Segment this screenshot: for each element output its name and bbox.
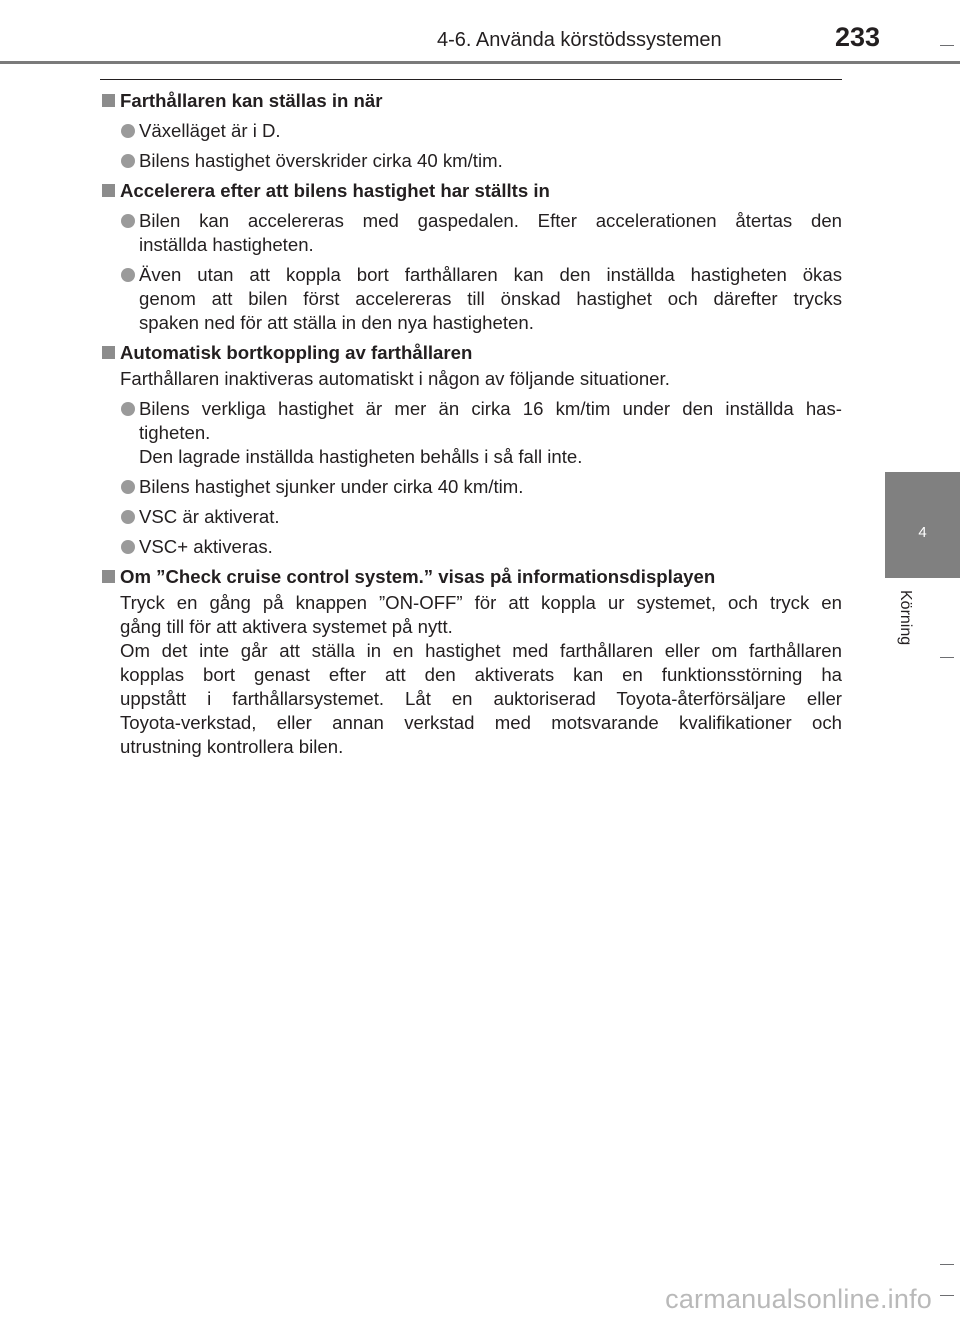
list-item: [100, 119, 842, 143]
list-item-text: Växelläget är i D.: [139, 120, 281, 141]
list-item: [100, 505, 842, 529]
round-bullet-icon: [121, 214, 135, 228]
list-item: [100, 535, 842, 559]
page-number: 233: [834, 22, 880, 52]
section-accelerate-after-set: [100, 179, 842, 335]
body-line: Tryck en gång på knappen ”ON-OFF” för att koppla ur systemet, och tryck en: [120, 592, 842, 613]
body-line: Toyota-verkstad, eller annan verkstad med motsvarande kvalifikationer och: [120, 712, 842, 733]
section-check-cruise-control-message: [100, 565, 842, 759]
header-rule: [0, 61, 960, 64]
square-bullet-icon: [102, 184, 115, 197]
round-bullet-icon: [121, 124, 135, 138]
list-item-text: genom att bilen först accelereras till önskad hastighet och därefter trycks: [139, 288, 842, 309]
list-item-text: Bilens hastighet överskrider cirka 40 km/tim.: [139, 150, 503, 171]
round-bullet-icon: [121, 480, 135, 494]
section-when-cruise-can-be-set: [100, 89, 842, 173]
chapter-label: Körning: [897, 590, 914, 646]
list-item-text: Den lagrade inställda hastigheten behålls i så fall inte.: [139, 446, 583, 467]
list-item-text: spaken ned för att ställa in den nya hastigheten.: [139, 312, 534, 333]
watermark: carmanualsonline.info: [665, 1284, 932, 1314]
body-line: kopplas bort genast efter att den aktiverats kan en funktionsstörning ha: [120, 664, 842, 685]
section-automatic-disengagement: [100, 341, 842, 559]
chapter-tab: [885, 472, 960, 578]
content-top-rule: [100, 79, 842, 80]
square-bullet-icon: [102, 94, 115, 107]
list-item-text: Bilen kan accelereras med gaspedalen. Efter accelerationen återtas den: [139, 210, 842, 231]
list-item-text: VSC är aktiverat.: [139, 506, 280, 527]
chapter-number: 4: [918, 524, 927, 541]
section-heading: [100, 179, 842, 203]
round-bullet-icon: [121, 268, 135, 282]
list-item: [100, 397, 842, 469]
heading-text: Farthållaren kan ställas in när: [120, 90, 383, 111]
list-item: [100, 149, 842, 173]
list-item-text: tigheten.: [139, 422, 211, 443]
round-bullet-icon: [121, 154, 135, 168]
crop-mark-lower-right-2: [940, 1295, 954, 1296]
section-intro: Farthållaren inaktiveras automatiskt i någon av följande situationer.: [120, 368, 670, 389]
body-line: utrustning kontrollera bilen.: [120, 736, 344, 757]
list-item-text: Även utan att koppla bort farthållaren kan den inställda hastigheten ökas: [139, 264, 842, 285]
header-section-title: 4-6. Använda körstödssystemen: [437, 29, 722, 51]
heading-text: Om ”Check cruise control system.” visas på informationsdisplayen: [120, 566, 716, 587]
section-body: [100, 591, 842, 759]
section-heading: [100, 341, 842, 365]
main-content: [100, 89, 842, 765]
list-item-text: inställda hastigheten.: [139, 234, 314, 255]
heading-text: Automatisk bortkoppling av farthållaren: [120, 342, 473, 363]
list-item: [100, 475, 842, 499]
round-bullet-icon: [121, 510, 135, 524]
section-heading: [100, 89, 842, 113]
list-item: [100, 263, 842, 335]
round-bullet-icon: [121, 402, 135, 416]
list-item-text: Bilens verkliga hastighet är mer än cirka 16 km/tim under den inställda has-: [139, 398, 842, 419]
square-bullet-icon: [102, 346, 115, 359]
crop-mark-mid-right: [940, 657, 954, 658]
crop-mark-top-right: [940, 45, 954, 46]
list-item: [100, 209, 842, 257]
round-bullet-icon: [121, 540, 135, 554]
body-line: gång till för att aktivera systemet på nytt.: [120, 616, 453, 637]
section-heading: [100, 565, 842, 589]
body-line: Om det inte går att ställa in en hastighet med farthållaren eller om farthållaren: [120, 640, 842, 661]
heading-text: Accelerera efter att bilens hastighet har ställts in: [120, 180, 550, 201]
square-bullet-icon: [102, 570, 115, 583]
list-item-text: VSC+ aktiveras.: [139, 536, 273, 557]
crop-mark-lower-right-1: [940, 1264, 954, 1265]
body-line: uppstått i farthållarsystemet. Låt en auktoriserad Toyota-återförsäljare eller: [120, 688, 842, 709]
list-item-text: Bilens hastighet sjunker under cirka 40 km/tim.: [139, 476, 524, 497]
